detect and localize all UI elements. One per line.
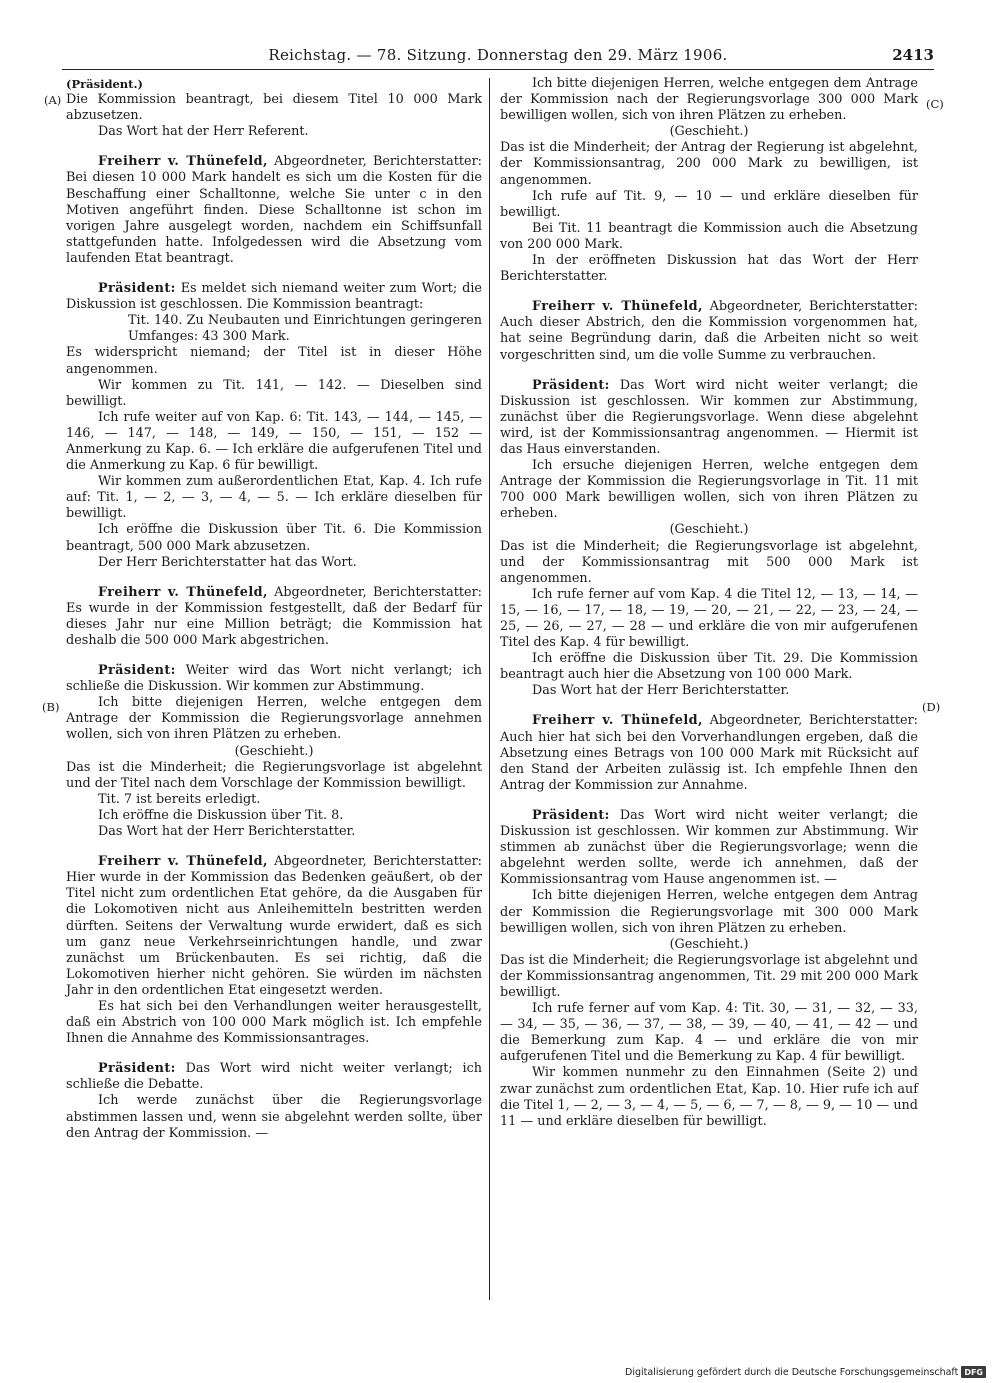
paragraph: Bei Tit. 11 beantragt die Kommission auch die Absetzung von 200 000 Mark. — [500, 220, 918, 252]
speech-paragraph — [66, 281, 482, 313]
speech-text: Abgeordneter, Berichterstatter: Auch dieser Abstrich, den die Kommission vorgenommen hat, hat seine Begründung darin, daß die Arbeiten nicht so weit vorgeschritten sind, um die volle Summe zu verbrauchen. — [500, 299, 918, 363]
paragraph: Wir kommen nunmehr zu den Einnahmen (Seite 2) und zwar zunächst zum ordentlichen Etat, Kap. 10. Hier rufe ich auf die Titel 1, — 2, — 3, — 4, — 5, — 6, — 7, — 8, — 9, — 10 — und 11 — und erkläre dieselben für bewilligt. — [500, 1065, 918, 1129]
speech-text: Das Wort wird nicht weiter verlangt; ich schließe die Debatte. — [66, 1061, 482, 1093]
paragraph: Ich bitte diejenigen Herren, welche entgegen dem Antrag der Kommission die Regierungsvorlage mit 300 000 Mark bewilligen wollen, sich von ihren Plätzen zu erheben. — [500, 888, 918, 936]
speech-paragraph — [66, 585, 482, 649]
speech-paragraph — [66, 663, 482, 695]
paragraph: In der eröffneten Diskussion hat das Wort der Herr Berichterstatter. — [500, 253, 918, 285]
paragraph: Das ist die Minderheit; die Regierungsvorlage ist abgelehnt und der Titel nach dem Vorschlage der Kommission bewilligt. — [66, 759, 482, 791]
speech-text: Das Wort wird nicht weiter verlangt; die Diskussion ist geschlossen. Wir kommen zur Abstimmung, zunächst über die Regierungsvorlage. Wenn diese abgelehnt wird, ist der Kommissionsantrag angenommen. — Hiermit ist das Haus einverstanden. — [500, 377, 918, 457]
paragraph: Ich bitte diejenigen Herren, welche entgegen dem Antrage der Kommission die Regierungsvorlage annehmen wollen, sich von ihren Plätzen zu erheben. — [66, 695, 482, 743]
page-number: 2413 — [892, 46, 934, 64]
paragraph: Ich ersuche diejenigen Herren, welche entgegen dem Antrage der Kommission die Regierungsvorlage in Tit. 11 mit 700 000 Mark bewilligen wollen, sich von ihren Plätzen zu erheben. — [500, 458, 918, 522]
paragraph: Ich eröffne die Diskussion über Tit. 8. — [98, 807, 344, 823]
paragraph: Das Wort hat der Herr Referent. — [98, 124, 309, 140]
speaker-name: Freiherr v. Thünefeld, — [98, 584, 268, 600]
speaker-name: Präsident: — [98, 281, 176, 297]
paragraph: Tit. 7 ist bereits erledigt. — [98, 791, 261, 807]
paragraph: Es widerspricht niemand; der Titel ist in dieser Höhe angenommen. — [66, 345, 482, 377]
dfg-logo: DFG — [961, 1366, 986, 1378]
speech-paragraph — [500, 299, 918, 363]
paragraph: Das ist die Minderheit; die Regierungsvorlage ist abgelehnt und der Kommissionsantrag angenommen, Tit. 29 mit 200 000 Mark bewilligt. — [500, 952, 918, 1000]
speech-text: Abgeordneter, Berichterstatter: Hier wurde in der Kommission das Bedenken geäußert, ob der Titel nicht zum ordentlichen Etat gehöre, da die Ausgaben für die Lokomotiven nicht aus Anleihemitteln bestritten werden dürften. Seitens der Verwaltung wurde erwidert, daß es sich um ganz neue Verkehrseinrichtungen handle, und zwar zunächst um Brückenbauten. Es sei richtig, daß die Lokomotiven hierher nicht gehören. Sie würden im nächsten Jahr in den ordentlichen Etat eingesetzt werden. — [66, 854, 482, 998]
column-divider — [489, 78, 490, 1300]
paragraph: Der Herr Berichterstatter hat das Wort. — [98, 554, 357, 570]
paragraph: Die Kommission beantragt, bei diesem Titel 10 000 Mark abzusetzen. — [66, 92, 482, 124]
speech-text: Abgeordneter, Berichterstatter: Auch hier hat sich bei den Vorverhandlungen ergeben, daß die Absetzung eines Betrags von 100 000 Mark mit Rücksicht auf den Stand der Arbeiten zulässig ist. Ich empfehle Ihnen den Antrag der Kommission zur Annahme. — [500, 713, 918, 793]
page-header — [62, 46, 934, 70]
paragraph: Ich eröffne die Diskussion über Tit. 29. Die Kommission beantragt auch hier die Absetzung von 100 000 Mark. — [500, 651, 918, 683]
paragraph: Ich bitte diejenigen Herren, welche entgegen dem Antrage der Kommission nach der Regierungsvorlage 300 000 Mark bewilligen wollen, sich von ihren Plätzen zu erheben. — [500, 76, 918, 124]
paragraph: Ich rufe auf Tit. 9, — 10 — und erkläre dieselben für bewilligt. — [500, 188, 918, 220]
margin-letter-b: (B) — [42, 700, 60, 714]
speech-text: Das Wort wird nicht weiter verlangt; die Diskussion ist geschlossen. Wir kommen zur Abstimmung. Wir stimmen ab zunächst über die Regierungsvorlage; wenn die abgelehnt werden sollte, werde ich annehmen, daß der Kommissionsantrag vom Hause angenommen ist. — — [500, 807, 918, 888]
stage-direction: (Geschieht.) — [669, 522, 749, 538]
paragraph: Wir kommen zu Tit. 141, — 142. — Dieselben sind bewilligt. — [66, 377, 482, 409]
speech-paragraph — [500, 713, 918, 793]
speaker-name: Freiherr v. Thünefeld, — [532, 299, 703, 315]
speaker-name: Freiherr v. Thünefeld, — [532, 713, 703, 729]
speech-text: Abgeordneter, Berichterstatter: Es wurde in der Kommission festgestellt, daß der Bedarf für dieses Jahr nur eine Million beträgt; die Kommission hat deshalb die 500 000 Mark abgestrichen. — [66, 584, 482, 648]
stage-direction: (Geschieht.) — [669, 124, 749, 140]
speaker-header: (Präsident.) — [66, 77, 143, 91]
credit-text: Digitalisierung gefördert durch die Deutsche Forschungsgemeinschaft — [625, 1366, 959, 1378]
right-column — [500, 76, 918, 1130]
paragraph: Wir kommen zum außerordentlichen Etat, Kap. 4. Ich rufe auf: Tit. 1, — 2, — 3, — 4, — 5. — Ich erkläre dieselben für bewilligt. — [66, 474, 482, 522]
speech-paragraph — [500, 378, 918, 458]
paragraph: Das Wort hat der Herr Berichterstatter. — [98, 824, 356, 840]
speech-text: Weiter wird das Wort nicht verlangt; ich schließe die Diskussion. Wir kommen zur Abstimmung. — [66, 663, 482, 695]
stage-direction: (Geschieht.) — [669, 936, 749, 952]
speech-text: Abgeordneter, Berichterstatter: Bei diesen 10 000 Mark handelt es sich um die Kosten für die Beschaffung einer Schalltonne, welche Sie unter c in den Motiven angeführt finden. Diese Schalltonne ist schon im vorigen Jahre ausgelegt worden, nachdem ein Schiffsunfall stattgefunden hatte. Infolgedessen wird die Absetzung vom laufenden Etat beantragt. — [66, 154, 482, 266]
speaker-name: Präsident: — [532, 377, 610, 393]
paragraph: Das ist die Minderheit; der Antrag der Regierung ist abgelehnt, der Kommissionsantrag, 200 000 Mark zu bewilligen, ist angenommen. — [500, 140, 918, 188]
speaker-name: Präsident: — [98, 663, 176, 679]
speech-paragraph — [66, 854, 482, 999]
speech-paragraph — [66, 1061, 482, 1093]
speech-paragraph — [66, 154, 482, 267]
paragraph: Ich eröffne die Diskussion über Tit. 6. Die Kommission beantragt, 500 000 Mark abzusetzen. — [66, 522, 482, 554]
margin-letter-c: (C) — [926, 97, 944, 111]
speech-text: Es meldet sich niemand weiter zum Wort; die Diskussion ist geschlossen. Die Kommission beantragt: — [66, 281, 482, 313]
title-item: Tit. 140. Zu Neubauten und Einrichtungen geringeren Umfanges: 43 300 Mark. — [128, 313, 482, 345]
speaker-name: Freiherr v. Thünefeld, — [98, 154, 268, 170]
stage-direction: (Geschieht.) — [234, 743, 314, 759]
speaker-name: Freiherr v. Thünefeld, — [98, 854, 268, 870]
speech-paragraph — [500, 808, 918, 888]
paragraph: Ich rufe ferner auf vom Kap. 4: Tit. 30, — 31, — 32, — 33, — 34, — 35, — 36, — 37, — 38, — 39, — 40, — 41, — 42 — und die Bemerkung zum Kap. 4 — und erkläre die von mir aufgerufenen Titel und die Bemerkung zu Kap. 4 für bewilligt. — [500, 1001, 918, 1065]
speaker-name: Präsident: — [532, 807, 610, 823]
running-head: Reichstag. — 78. Sitzung. Donnerstag den 29. März 1906. — [268, 46, 728, 64]
speaker-name: Präsident: — [98, 1061, 176, 1077]
margin-letter-d: (D) — [922, 700, 941, 714]
paragraph: Ich werde zunächst über die Regierungsvorlage abstimmen lassen und, wenn sie abgelehnt werden sollte, über den Antrag der Kommission. — — [66, 1093, 482, 1141]
digitization-credit — [625, 1366, 986, 1378]
paragraph: Das ist die Minderheit; die Regierungsvorlage ist abgelehnt, und der Kommissionsantrag mit 500 000 Mark ist angenommen. — [500, 538, 918, 586]
paragraph: Ich rufe weiter auf von Kap. 6: Tit. 143, — 144, — 145, — 146, — 147, — 148, — 149, — 150, — 151, — 152 — Anmerkung zu Kap. 6. — Ich erkläre die aufgerufenen Titel und die Anmerkung zu Kap. 6 für bewilligt. — [66, 409, 482, 474]
paragraph: Das Wort hat der Herr Berichterstatter. — [532, 683, 790, 699]
margin-letter-a: (A) — [44, 93, 62, 107]
paragraph: Ich rufe ferner auf vom Kap. 4 die Titel 12, — 13, — 14, — 15, — 16, — 17, — 18, — 19, — 20, — 21, — 22, — 23, — 24, — 25, — 26, — 27, — 28 — und erkläre die von mir aufgerufenen Titel des Kap. 4 für bewilligt. — [500, 586, 918, 651]
paragraph: Es hat sich bei den Verhandlungen weiter herausgestellt, daß ein Abstrich von 100 000 Mark möglich ist. Ich empfehle Ihnen die Annahme des Kommissionsantrages. — [66, 998, 482, 1047]
left-column — [66, 76, 482, 1142]
